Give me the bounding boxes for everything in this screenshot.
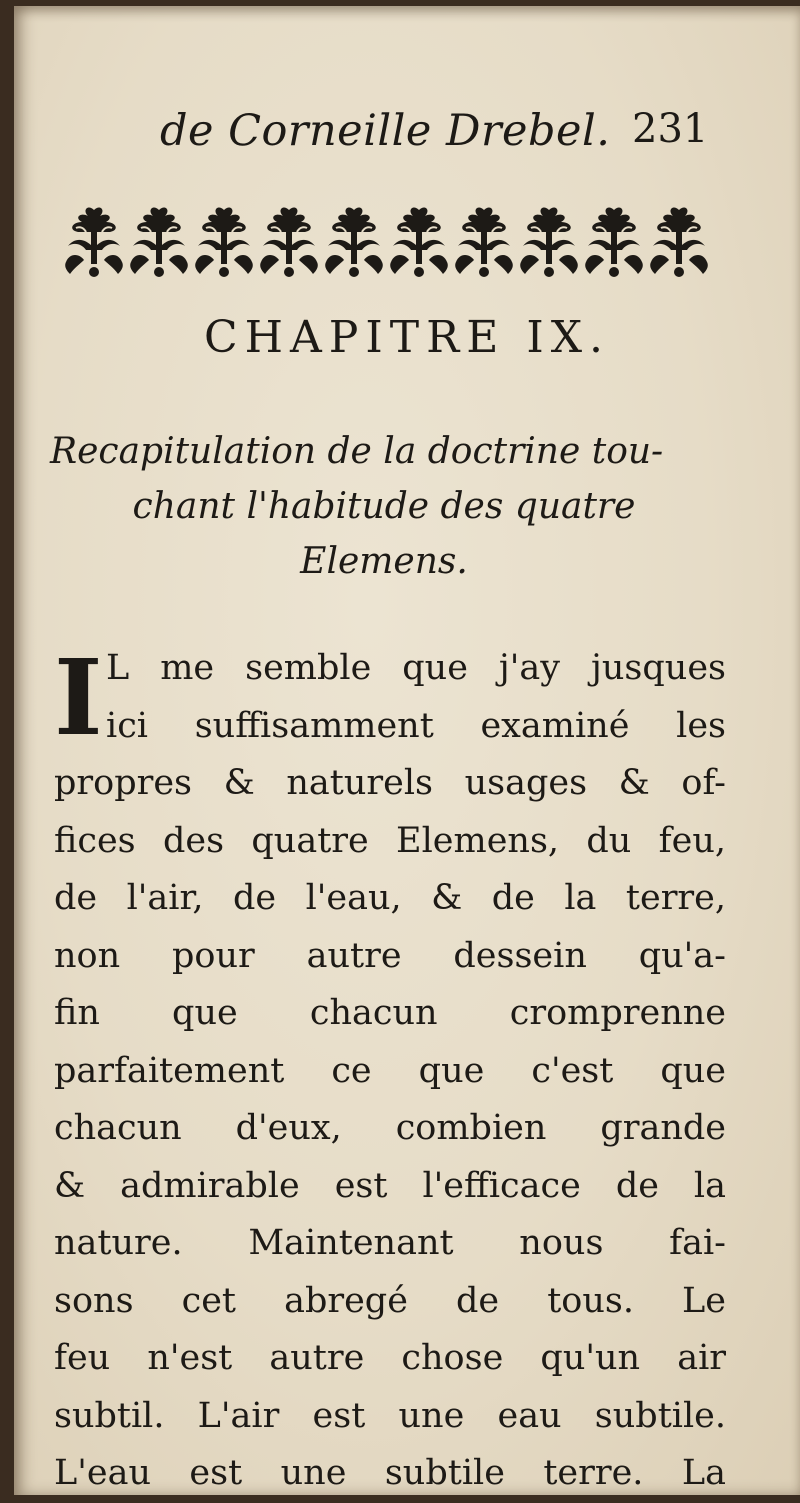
text-line: fices des quatre Elemens, du feu, (54, 820, 726, 861)
text-line: parfaitement ce que c'est que (54, 1050, 726, 1091)
body-paragraph (54, 636, 726, 1503)
text-line: & admirable est l'efficace de la (54, 1165, 726, 1206)
text-line: ici suffisamment examiné les (106, 705, 726, 746)
drop-cap: I (54, 636, 103, 759)
text-line: L me semble que j'ay jusques (106, 648, 726, 688)
running-head (14, 106, 800, 166)
text-line: fin que chacun cromprenne (54, 993, 726, 1033)
text-line: subtil. L'air est une eau subtile. (54, 1395, 726, 1436)
text-line: L'eau est une subtile terre. La (54, 1453, 726, 1493)
text-line: de l'air, de l'eau, & de la terre, (54, 878, 726, 918)
subtitle-line: Recapitulation de la doctrine tou- (50, 431, 664, 472)
text-line: nature. Maintenant nous fai- (54, 1223, 726, 1263)
text-line: propres & naturels usages & of- (54, 763, 726, 803)
book-page (14, 6, 800, 1495)
text-line: sons cet abregé de tous. Le (54, 1280, 726, 1321)
text-line: chacun d'eux, combien grande (54, 1108, 726, 1148)
subtitle-line: Elemens. (300, 541, 468, 582)
fleuron-border-icon (62, 202, 712, 282)
chapter-subtitle (44, 424, 724, 589)
text-line: feu n'est autre chose qu'un air (54, 1338, 726, 1378)
subtitle-line: chant l'habitude des quatre (132, 486, 636, 527)
page-number: 231 (632, 106, 709, 152)
chapter-heading: CHAPITRE IX. (203, 312, 611, 363)
text-line: non pour autre dessein qu'a- (54, 935, 726, 976)
running-title: de Corneille Drebel. (160, 106, 611, 156)
